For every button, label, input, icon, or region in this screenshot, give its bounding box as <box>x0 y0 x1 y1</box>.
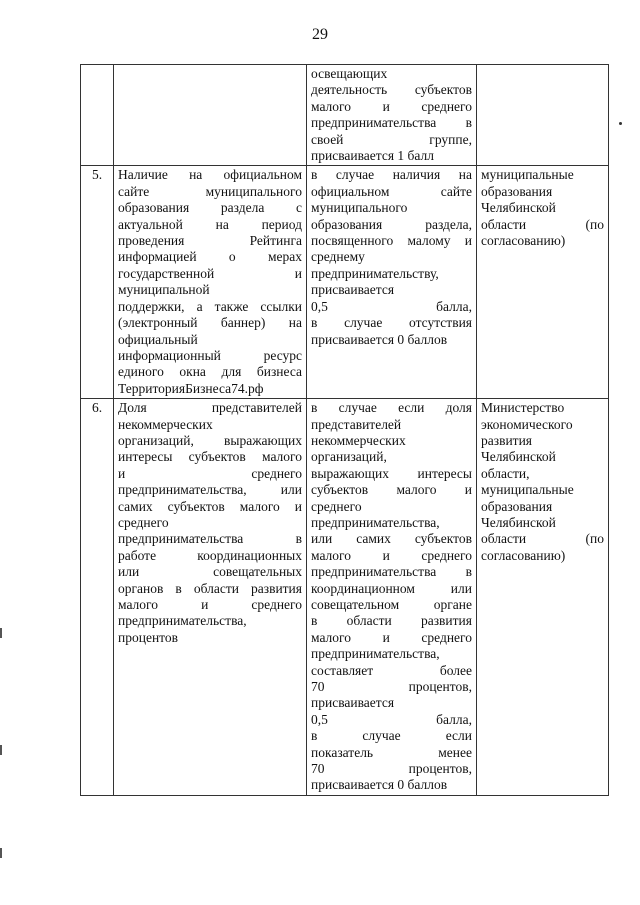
text-line: присваивается <box>311 282 395 298</box>
text-line: 70 процентов, <box>311 679 472 695</box>
text-line: 0,5 балла, <box>311 298 472 314</box>
text-line: государственной и <box>118 265 302 281</box>
text-line: некоммерческих <box>118 416 213 432</box>
text-line: официальный <box>118 331 198 347</box>
text-line: области, <box>481 465 530 481</box>
text-line: органов в области развития <box>118 580 302 596</box>
text-line: в случае если доля <box>311 400 472 416</box>
text-line: проведения Рейтинга <box>118 233 302 249</box>
text-line: согласованию) <box>481 233 566 249</box>
scan-edge-tick <box>0 848 2 858</box>
text-line: образования раздела с <box>118 200 302 216</box>
text-line: представителей <box>311 416 402 432</box>
text-line: самих субъектов малого и <box>118 498 302 514</box>
text-line: Челябинской <box>481 449 556 465</box>
text-line: Челябинской <box>481 200 556 216</box>
text-line: освещающих <box>311 66 388 81</box>
text-line: организаций, выражающих <box>118 432 302 448</box>
text-line: образования раздела, <box>311 216 472 232</box>
text-line: выражающих интересы <box>311 465 472 481</box>
text-line: показатель менее <box>311 744 472 760</box>
text-line: согласованию) <box>481 547 566 563</box>
text-line: в случае если <box>311 728 472 744</box>
table-row <box>81 65 609 166</box>
text-line: или самих субъектов <box>311 531 472 547</box>
text-line: присваивается <box>311 695 395 711</box>
text-line: работе координационных <box>118 547 302 563</box>
score-rule-cell <box>307 399 477 796</box>
criteria-table <box>80 64 609 796</box>
text-line: предпринимательства, <box>311 646 440 662</box>
text-line: в области развития <box>311 613 472 629</box>
text-line: поддержки, а также ссылки <box>118 298 302 314</box>
text-line: малого и среднего <box>311 547 472 563</box>
row-number-cell: 6. <box>81 399 114 796</box>
score-rule-cell <box>307 166 477 399</box>
text-line: деятельность субъектов <box>311 82 472 98</box>
text-line: Доля представителей <box>118 400 302 416</box>
text-line: муниципальные <box>481 482 574 498</box>
responsible-cell <box>477 399 609 796</box>
text-line: присваивается 1 балл <box>311 148 435 164</box>
text-line: Наличие на официальном <box>118 167 302 183</box>
text-line: среднего <box>118 514 169 530</box>
text-line: процентов <box>118 629 179 645</box>
text-line: или совещательных <box>118 564 302 580</box>
text-line: координационном или <box>311 580 472 596</box>
text-line: малого и среднего <box>311 98 472 114</box>
text-line: своей группе, <box>311 131 472 147</box>
text-line: в случае отсутствия <box>311 315 472 331</box>
text-line: Министерство <box>481 400 565 416</box>
table-row <box>81 399 609 796</box>
text-line: предпринимательства, <box>311 514 440 530</box>
text-line: предпринимательства в <box>311 115 472 131</box>
text-line: области (по <box>481 531 604 547</box>
text-line: 0,5 балла, <box>311 711 472 727</box>
page-number: 29 <box>312 26 328 43</box>
text-line: ТерриторияБизнеса74.рф <box>118 380 264 396</box>
text-line: области (по <box>481 216 604 232</box>
text-line: сайте муниципального <box>118 183 302 199</box>
row-number-cell <box>81 65 114 166</box>
text-line: составляет более <box>311 662 472 678</box>
table-row <box>81 166 609 399</box>
text-line: субъектов малого и <box>311 482 472 498</box>
text-line: Челябинской <box>481 514 556 530</box>
text-line: (электронный баннер) на <box>118 315 302 331</box>
text-line: образования <box>481 183 553 199</box>
text-line: муниципального <box>311 200 408 216</box>
text-line: малого и среднего <box>311 629 472 645</box>
scan-edge-tick <box>0 745 2 755</box>
criterion-cell <box>114 65 307 166</box>
scan-mark <box>619 122 622 125</box>
text-line: посвященного малому и <box>311 233 472 249</box>
text-line: организаций, <box>311 449 387 465</box>
text-line: единого окна для бизнеса <box>118 364 302 380</box>
text-line: предпринимательства в <box>118 531 302 547</box>
responsible-cell <box>477 166 609 399</box>
text-line: 70 процентов, <box>311 761 472 777</box>
criterion-cell <box>114 399 307 796</box>
text-line: присваивается 0 баллов <box>311 331 448 347</box>
text-line: и среднего <box>118 465 302 481</box>
text-line: присваивается 0 баллов <box>311 777 448 793</box>
text-line: официальном сайте <box>311 183 472 199</box>
criteria-table-body <box>81 65 609 796</box>
text-line: предпринимательству, <box>311 265 439 281</box>
text-line: образования <box>481 498 553 514</box>
text-line: совещательном органе <box>311 597 472 612</box>
text-line: муниципальной <box>118 282 210 298</box>
criterion-cell <box>114 166 307 399</box>
text-line: в случае наличия на <box>311 167 472 183</box>
text-line: актуальной на период <box>118 216 302 232</box>
text-line: предпринимательства, или <box>118 482 302 498</box>
text-line: некоммерческих <box>311 432 406 448</box>
responsible-cell <box>477 65 609 166</box>
row-number-cell: 5. <box>81 166 114 399</box>
score-rule-cell <box>307 65 477 166</box>
text-line: развития <box>481 432 533 448</box>
text-line: информацией о мерах <box>118 249 302 265</box>
text-line: предпринимательства в <box>311 564 472 580</box>
text-line: интересы субъектов малого <box>118 449 302 465</box>
scan-edge-tick <box>0 628 2 638</box>
text-line: информационный ресурс <box>118 347 302 363</box>
text-line: малого и среднего <box>118 597 302 612</box>
text-line: среднему <box>311 249 365 265</box>
text-line: экономического <box>481 416 573 432</box>
text-line: среднего <box>311 498 362 514</box>
text-line: муниципальные <box>481 167 574 183</box>
text-line: предпринимательства, <box>118 613 247 629</box>
